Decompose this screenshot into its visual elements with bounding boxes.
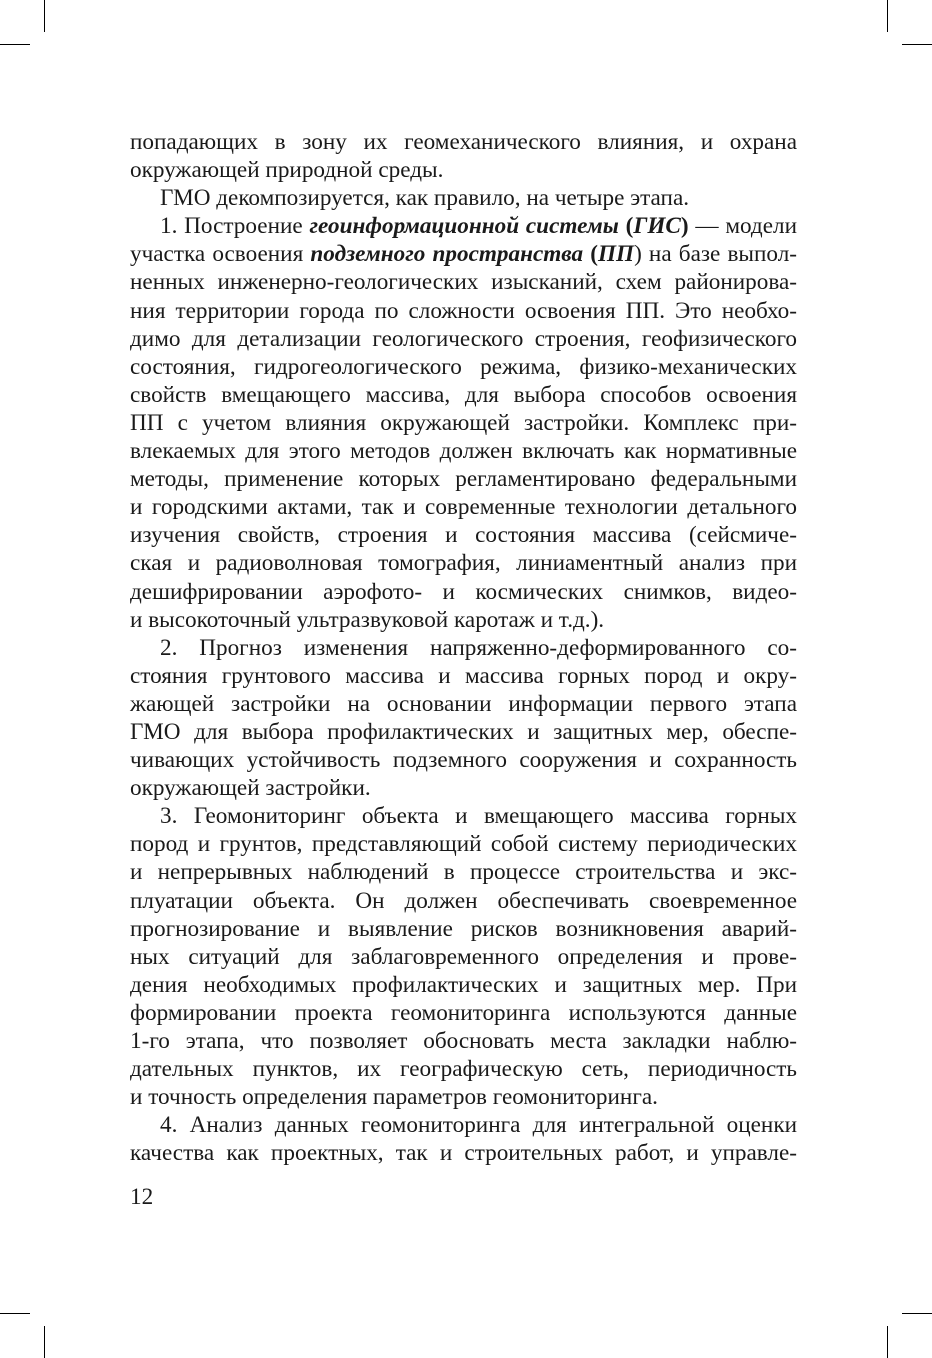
text-line: окружающей природной среды. (130, 157, 444, 184)
text-line: жающей застройки на основании информации первого этапа (130, 690, 797, 717)
text-line: дешифрировании аэрофото- и космических снимков, видео- (130, 578, 797, 605)
text-line: состояния, гидрогеологического режима, физико-механических (130, 353, 797, 380)
text-line: и высокоточный ультразвуковой каротаж и т.д.). (130, 606, 605, 633)
text-line: качества как проектных, так и строительных работ, и управле- (130, 1140, 797, 1167)
text-line: прогнозирование и выявление рисков возникновения аварий- (130, 915, 797, 942)
text-line: стояния грунтового массива и массива горных пород и окру- (130, 662, 797, 689)
text-line: ния территории города по сложности освоения ПП. Это необхо- (130, 297, 797, 324)
text-line-item-1 (130, 212, 797, 240)
crop-mark-bottom-left-horizontal (0, 1313, 30, 1314)
text-line: 1-го этапа, что позволяет обосновать места закладки наблю- (130, 1028, 797, 1054)
text-line: формировании проекта геомониторинга используются данные (130, 999, 797, 1026)
crop-mark-bottom-left-vertical (44, 1326, 45, 1358)
text-line: ПП с учетом влияния окружающей застройки. Комплекс при- (130, 409, 797, 436)
text-line: ГМО для выбора профилактических и защитных мер, обеспе- (130, 718, 797, 745)
text-line: 3. Геомониторинг объекта и вмещающего массива горных (160, 803, 797, 830)
paren-open: ( (583, 241, 598, 268)
crop-mark-top-right-horizontal (902, 44, 932, 45)
text-line: методы, применение которых регламентировано федеральными (130, 466, 797, 493)
text-line: ных ситуаций для заблаговременного определения и прове- (130, 943, 797, 970)
term-pp: подземного пространства (310, 241, 584, 268)
text-line: плуатации объекта. Он должен обеспечивать своевременное (130, 887, 797, 914)
text-line: 4. Анализ данных геомониторинга для интегральной оценки (160, 1112, 797, 1139)
text-line-item-1-cont (130, 240, 797, 268)
text-line: попадающих в зону их геомеханического влияния, и охрана (130, 129, 797, 155)
crop-mark-top-right-vertical (887, 0, 888, 32)
text-line: и городскими актами, так и современные технологии детального (130, 494, 797, 521)
text-line: ГМО декомпозируется, как правило, на четыре этапа. (160, 185, 690, 212)
page-number: 12 (130, 1184, 154, 1210)
term-gis: геоинформационной системы (309, 213, 619, 240)
text-line: димо для детализации геологического строения, геофизического (130, 325, 797, 352)
text-line: 2. Прогноз изменения напряженно-деформированного со- (160, 634, 797, 661)
line-start: участка освоения (130, 241, 304, 268)
text-line: чивающих устойчивость подземного сооружения и сохранность (130, 747, 797, 774)
paren-close: ) (680, 213, 689, 240)
text-line: ненных инженерно-геологических изысканий, схем районирова- (130, 269, 797, 296)
item-1-prefix: 1. Построение (160, 213, 310, 240)
abbr-pp: ПП (597, 241, 635, 268)
crop-mark-bottom-right-vertical (887, 1326, 888, 1358)
crop-mark-bottom-right-horizontal (902, 1313, 932, 1314)
crop-mark-top-left-vertical (44, 0, 45, 32)
text-line: свойств вмещающего массива, для выбора способов освоения (130, 381, 797, 408)
text-line: и точность определения параметров геомониторинга. (130, 1084, 658, 1111)
line-end: ) на базе выпол- (634, 241, 797, 268)
text-line: пород и грунтов, представляющий собой систему периодических (130, 831, 797, 858)
text-line: и непрерывных наблюдений в процессе строительства и экс- (130, 859, 797, 886)
crop-mark-top-left-horizontal (0, 44, 30, 45)
text-line: ская и радиоволновая томография, линиаментный анализ при (130, 550, 797, 577)
abbr-gis: ГИС (633, 213, 681, 240)
item-1-suffix: — модели (688, 213, 797, 240)
text-line: влекаемых для этого методов должен включать как нормативные (130, 438, 797, 465)
body-text (130, 128, 797, 1167)
text-line: изучения свойств, строения и состояния массива (сейсмиче- (130, 522, 797, 549)
paren-open: ( (618, 213, 634, 240)
text-line: дательных пунктов, их географическую сеть, периодичность (130, 1056, 797, 1083)
text-line: окружающей застройки. (130, 775, 371, 802)
text-line: дения необходимых профилактических и защитных мер. При (130, 971, 797, 998)
